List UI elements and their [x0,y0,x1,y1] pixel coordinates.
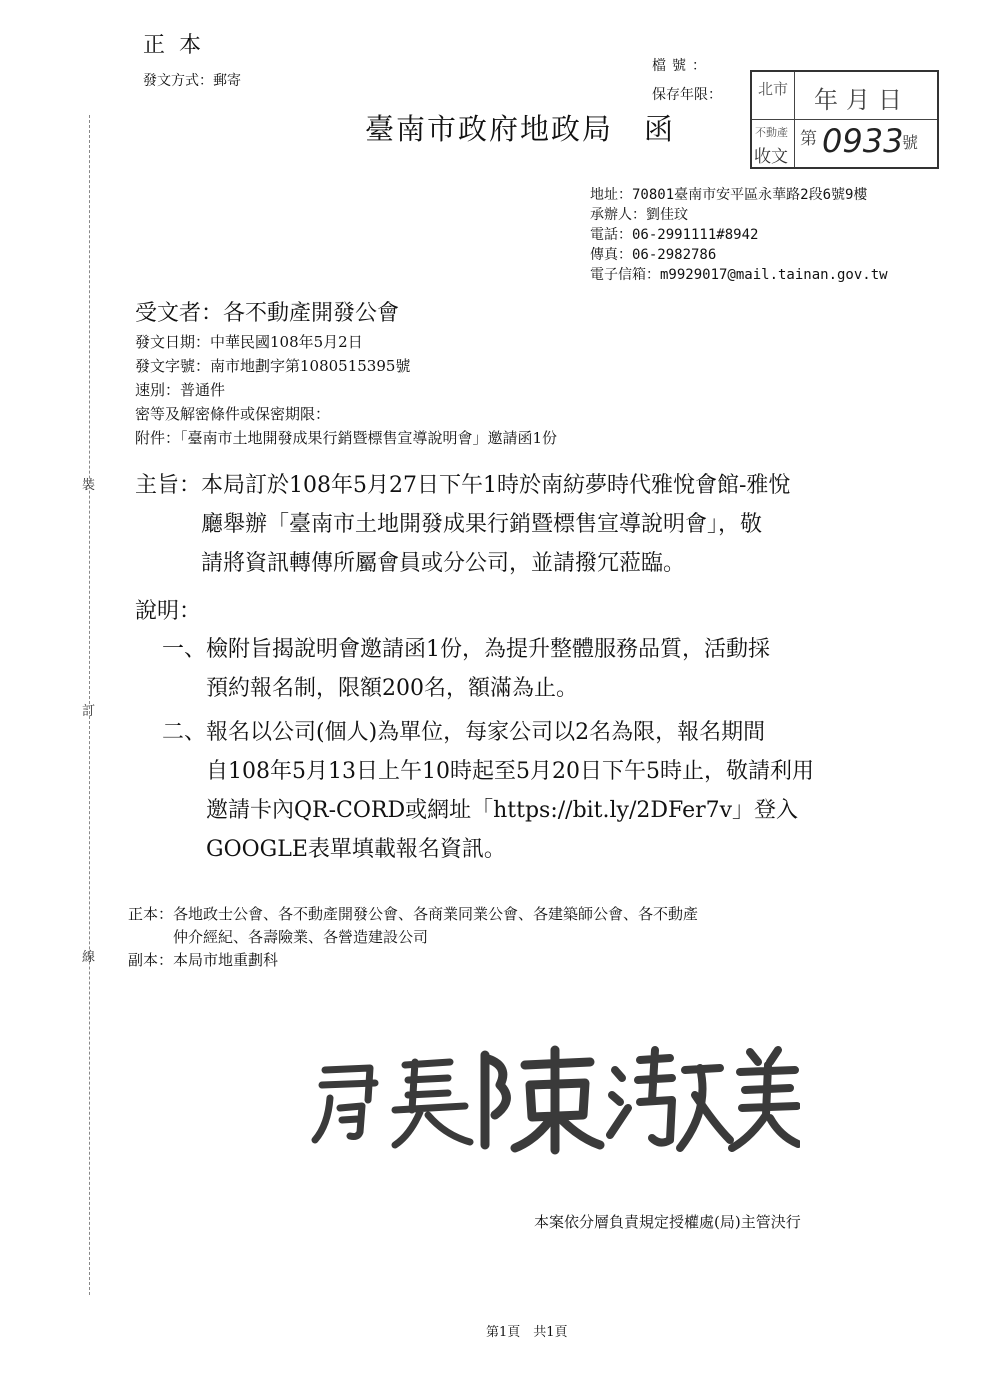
contact-email: 電子信箱：m9929017@mail.tainan.gov.tw [590,267,888,283]
subject-line-1: 主旨：本局訂於108年5月27日下午1時於南紡夢時代雅悅會館-雅悅 [135,473,791,498]
distribution-primary-1: 正本：各地政士公會、各不動產開發公會、各商業同業公會、各建築師公會、各不動產 [128,905,699,923]
distribution-primary-2: 仲介經紀、各壽險業、各營造建設公司 [128,928,429,946]
description-item-1 [162,630,770,708]
document-number: 發文字號：南市地劃字第1080515395號 [135,357,411,375]
stamp-date-label: 年月日 [814,86,910,114]
binding-mark-ding: 訂 [82,704,96,719]
contact-officer: 承辦人：劉佳玟 [590,207,688,223]
stamp-label-top: 北市 [758,80,789,98]
stamp-label-bottom: 收文 [754,147,788,167]
contact-address: 地址：70801臺南市安平區永華路2段6號9樓 [590,187,868,203]
file-number-label: 檔號： [652,58,712,74]
urgency: 速別：普通件 [135,381,226,399]
send-method: 發文方式：郵寄 [143,73,241,89]
delegation-note: 本案依分層負責規定授權處(局)主管決行 [534,1213,801,1231]
attachment: 附件：「臺南市土地開發成果行銷暨標售宣導說明會」邀請函1份 [135,429,558,447]
item2-line-3: 邀請卡內QR-CORD或網址「https://bit.ly/2DFer7v」登入 [162,798,799,823]
distribution-copy: 副本：本局市地重劃科 [128,951,279,969]
receipt-stamp [750,70,939,169]
retention-label: 保存年限： [652,87,722,103]
document-title: 臺南市政府地政局 函 [365,112,676,146]
page-number: 第1頁 共1頁 [486,1325,568,1340]
description-item-2 [162,713,814,869]
item2-line-2: 自108年5月13日上午10時起至5月20日下午5時止，敬請利用 [162,759,814,784]
stamp-number: 0933 [822,122,904,160]
item1-line-2: 預約報名制，限額200名，額滿為止。 [162,676,578,701]
copy-type-label: 正本 [143,33,216,58]
subject-block [135,466,790,583]
document-meta [135,330,557,450]
stamp-number-prefix: 第 [800,129,817,149]
binding-mark-xian: 線 [82,950,96,965]
stamp-label-mid: 不動產 [755,126,788,139]
item1-line-1: 一、檢附旨揭說明會邀請函1份，為提升整體服務品質，活動採 [162,637,770,662]
issue-date: 發文日期：中華民國108年5月2日 [135,333,363,351]
subject-line-2: 廳舉辦「臺南市土地開發成果行銷暨標售宣導說明會」，敬 [135,512,763,537]
binding-mark-zhuang: 裝 [82,478,96,493]
contact-phone: 電話：06-2991111#8942 [590,227,759,243]
item2-line-4: GOOGLE表單填載報名資訊。 [162,837,506,862]
item2-line-1: 二、報名以公司(個人)為單位，每家公司以2名為限，報名期間 [162,720,766,745]
distribution-block [128,903,698,972]
contact-block [590,185,888,285]
contact-fax: 傳真：06-2982786 [590,247,717,263]
director-signature [300,1040,800,1160]
stamp-number-suffix: 號 [902,133,919,152]
description-title: 說明： [135,599,202,624]
classification: 密等及解密條件或保密期限： [135,405,331,423]
subject-line-3: 請將資訊轉傳所屬會員或分公司，並請撥冗蒞臨。 [135,551,686,576]
recipient: 受文者：各不動產開發公會 [135,301,400,326]
